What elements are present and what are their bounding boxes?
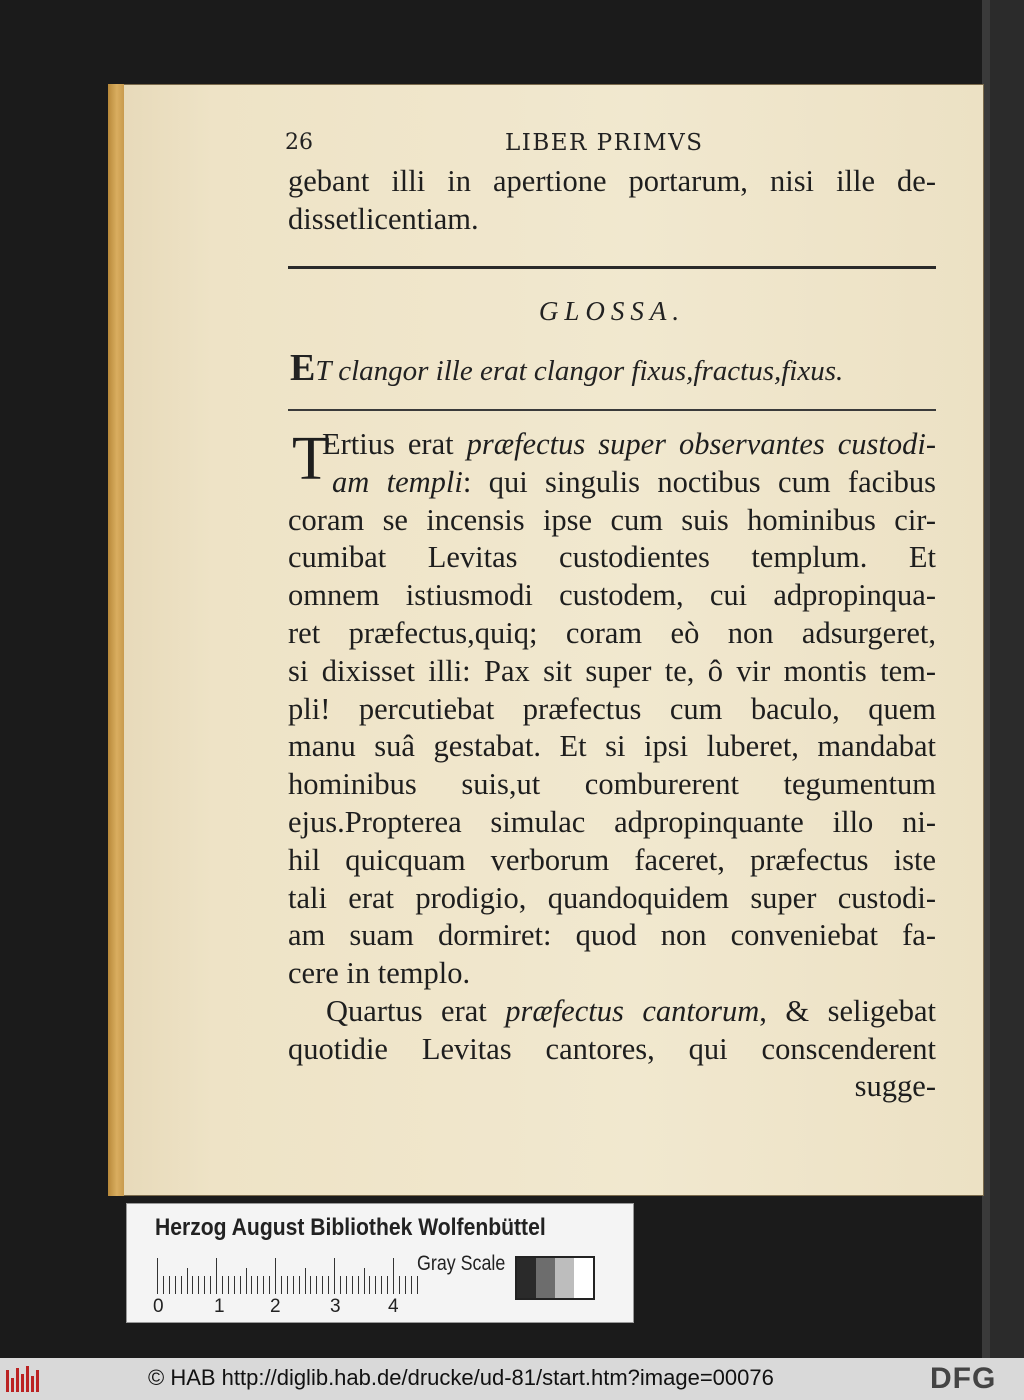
ruler-tick (269, 1276, 270, 1294)
glossa-heading: GLOSSA. (538, 296, 686, 326)
intro-line-1: gebant illi in apertione portarum, nisi ille de- (288, 164, 936, 198)
ruler-tick (322, 1276, 323, 1294)
gray-scale-swatches (515, 1256, 595, 1300)
ruler-tick (163, 1276, 164, 1294)
intro-text (288, 163, 936, 239)
dfg-logo: DFG (930, 1362, 997, 1395)
ruler-tick (381, 1276, 382, 1294)
ruler-tick (228, 1276, 229, 1294)
ruler-tick (293, 1276, 294, 1294)
ruler-tick (216, 1258, 217, 1294)
ruler-tick (246, 1268, 247, 1294)
page-gutter (108, 84, 124, 1196)
ruler-tick (411, 1276, 412, 1294)
ruler-tick (275, 1258, 276, 1294)
ruler-tick (417, 1276, 418, 1294)
ruler-tick (210, 1276, 211, 1294)
ruler-tick (369, 1276, 370, 1294)
ruler-tick (263, 1276, 264, 1294)
para1-line-1 (288, 426, 936, 464)
para1-line: cumibat Levitas custodientes templum. Et (288, 540, 936, 575)
running-head: LIBER PRIMVS (505, 130, 704, 156)
para1-line: manu suâ gestabat. Et si ipsi luberet, mandabat (288, 729, 936, 764)
ruler-number: 2 (270, 1296, 281, 1317)
ruler-tick (204, 1276, 205, 1294)
para2-line-2: quotidie Levitas cantores, qui conscenderent (288, 1031, 936, 1066)
ruler-number: 0 (153, 1296, 164, 1317)
right-margin-strip (990, 0, 1024, 1358)
ruler-tick (328, 1276, 329, 1294)
drop-capital: T (292, 425, 330, 493)
gray-swatch (517, 1258, 536, 1298)
para1-line-2 (288, 464, 936, 502)
ruler-tick (405, 1276, 406, 1294)
page-header (285, 130, 935, 160)
para1-line: am suam dormiret: quod non conveniebat fa- (288, 918, 936, 953)
gray-swatch (574, 1258, 593, 1298)
hab-logo-icon (6, 1366, 42, 1392)
ruler-tick (334, 1258, 335, 1294)
ruler-tick (287, 1276, 288, 1294)
para1-line1-start: Ertius erat (322, 427, 467, 461)
ruler-tick (358, 1276, 359, 1294)
glossa-text-line (290, 346, 843, 390)
ruler-number: 3 (330, 1296, 341, 1317)
ruler-tick (393, 1258, 394, 1294)
ruler-tick (387, 1276, 388, 1294)
para2-line1-italic: præfectus cantorum (505, 993, 760, 1028)
para1-line: si dixisset illi: Pax sit super te, ô vir montis tem- (288, 653, 936, 688)
intro-line-2: dissetlicentiam. (288, 201, 479, 236)
glossa-rule (288, 409, 936, 411)
para1-line: ejus.Propterea simulac adpropinquante illo ni- (288, 804, 936, 839)
ruler-tick (240, 1276, 241, 1294)
para2-line-1 (288, 993, 936, 1031)
para2-line1-start: Quartus erat (326, 993, 506, 1028)
para1-line: hominibus suis,ut comburerent tegumentum (288, 767, 936, 802)
ruler-tick (346, 1276, 347, 1294)
glossa-text: T clangor ille erat clangor fixus,fractus,fixus. (315, 355, 844, 387)
para1-line2-rest: : qui singulis noctibus cum facibus (462, 464, 936, 499)
ruler-tick (222, 1276, 223, 1294)
ruler-tick (281, 1276, 282, 1294)
ruler-tick (169, 1276, 170, 1294)
para1-line: tali erat prodigio, quandoquidem super custodi- (288, 880, 936, 915)
gray-scale-label: Gray Scale (417, 1252, 506, 1275)
glossa-initial: E (290, 347, 316, 389)
para1-line: ret præfectus,quiq; coram eò non adsurgeret, (288, 615, 936, 650)
para1-line: omnem istiusmodi custodem, cui adpropinqua- (288, 578, 936, 613)
para1-line: coram se incensis ipse cum suis hominibus cir- (288, 502, 936, 537)
para1-line: hil quicquam verborum faceret, præfectus iste (288, 842, 936, 877)
ruler-number: 1 (214, 1296, 225, 1317)
ruler-tick (399, 1276, 400, 1294)
ruler-number: 4 (388, 1296, 399, 1317)
measurement-ruler (157, 1256, 421, 1294)
para1-line2-italic: am templi (332, 464, 463, 499)
para1-line: pli! percutiebat præfectus cum baculo, quem (288, 691, 936, 726)
ruler-tick (251, 1276, 252, 1294)
ruler-tick (305, 1268, 306, 1294)
page-number: 26 (285, 130, 313, 155)
ruler-tick (375, 1276, 376, 1294)
catchword: sugge- (854, 1069, 936, 1103)
para2-line1-end: , & seligebat (759, 993, 936, 1028)
ruler-tick (364, 1268, 365, 1294)
gray-swatch (555, 1258, 574, 1298)
ruler-tick (257, 1276, 258, 1294)
section-rule (288, 266, 936, 269)
paragraph-1 (288, 426, 936, 1069)
library-label-card (126, 1203, 634, 1323)
ruler-tick (340, 1276, 341, 1294)
ruler-tick (310, 1276, 311, 1294)
ruler-tick (157, 1258, 158, 1294)
footer-bar (0, 1358, 1024, 1400)
ruler-tick (234, 1276, 235, 1294)
ruler-tick (192, 1276, 193, 1294)
ruler-tick (299, 1276, 300, 1294)
para1-line1-italic: præfectus super observantes custodi- (466, 427, 937, 461)
ruler-tick (198, 1276, 199, 1294)
gray-swatch (536, 1258, 555, 1298)
ruler-tick (181, 1276, 182, 1294)
ruler-tick (187, 1268, 188, 1294)
ruler-tick (175, 1276, 176, 1294)
ruler-tick (352, 1276, 353, 1294)
ruler-tick (316, 1276, 317, 1294)
para1-line-last: cere in templo. (288, 956, 471, 991)
copyright-link[interactable]: © HAB http://diglib.hab.de/drucke/ud-81/start.htm?image=00076 (148, 1365, 774, 1390)
library-name: Herzog August Bibliothek Wolfenbüttel (155, 1214, 546, 1241)
